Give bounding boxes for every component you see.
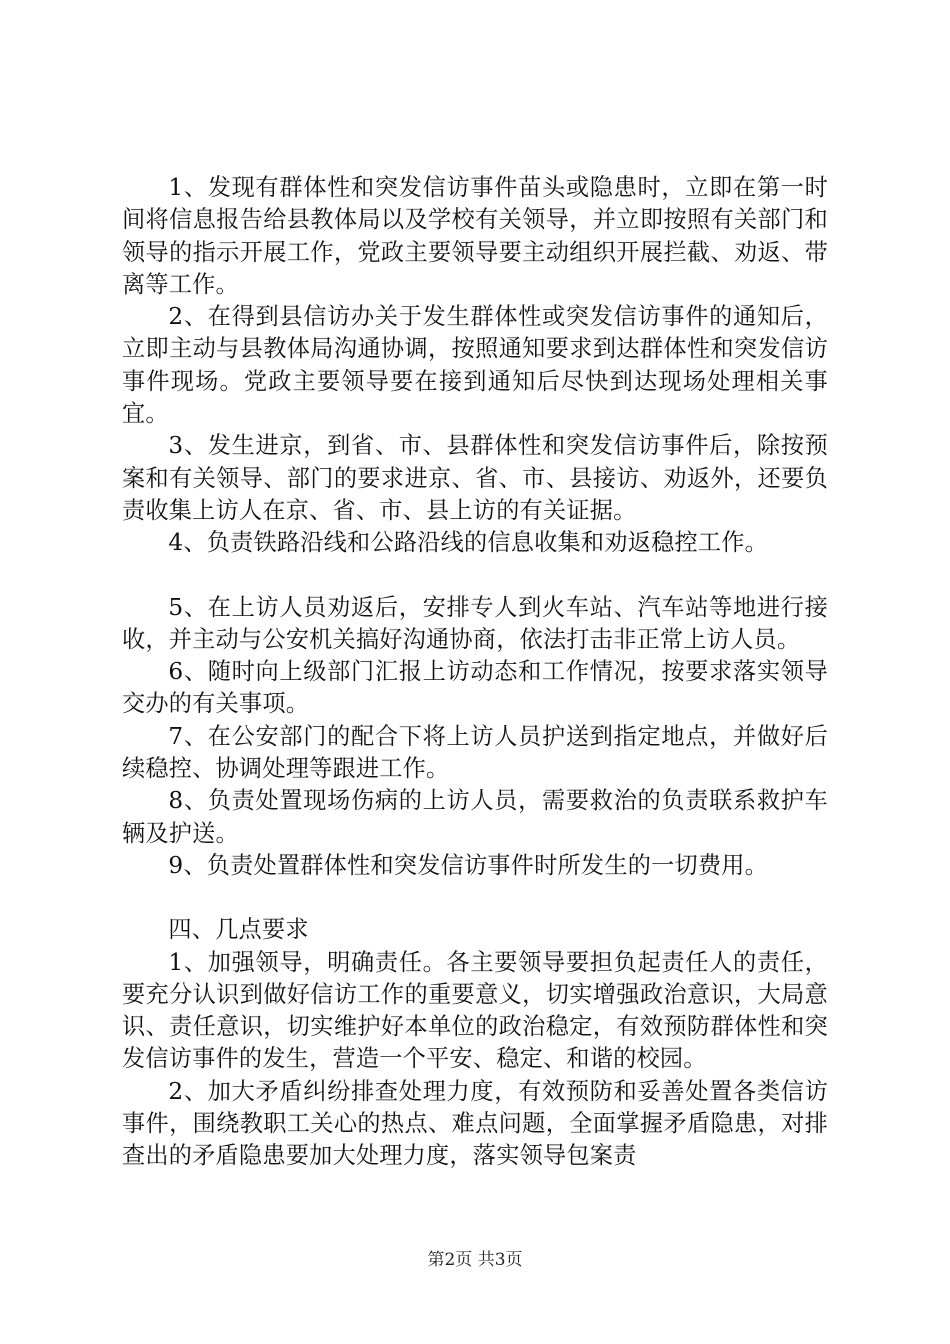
paragraph-2: 2、在得到县信访办关于发生群体性或突发信访事件的通知后，立即主动与县教体局沟通协调，按照通知要求到达群体性和突发信访事件现场。党政主要领导要在接到通知后尽快到达现场处理相关事宜。	[122, 303, 828, 428]
blank-line	[122, 882, 828, 914]
requirement-paragraph-2: 2、加大矛盾纠纷排查处理力度，有效预防和妥善处置各类信访事件，围绕教职工关心的热点、难点问题，全面掌握矛盾隐患，对排查出的矛盾隐患要加大处理力度，落实领导包案责	[122, 1077, 828, 1170]
paragraph-1: 1、发现有群体性和突发信访事件苗头或隐患时，立即在第一时间将信息报告给县教体局以及学校有关领导，并立即按照有关部门和领导的指示开展工作，党政主要领导要主动组织开展拦截、劝返、带离等工作。	[122, 174, 828, 298]
requirement-paragraph-1: 1、加强领导，明确责任。各主要领导要担负起责任人的责任，要充分认识到做好信访工作的重要意义，切实增强政治意识，大局意识、责任意识，切实维护好本单位的政治稳定，有效预防群体性和突发信访事件的发生，营造一个平安、稳定、和谐的校园。	[122, 948, 828, 1073]
paragraph-7: 7、在公安部门的配合下将上访人员护送到指定地点，并做好后续稳控、协调处理等跟进工作。	[122, 722, 828, 783]
paragraph-4: 4、负责铁路沿线和公路沿线的信息收集和劝返稳控工作。	[168, 529, 769, 557]
paragraph-6: 6、随时向上级部门汇报上访动态和工作情况，按要求落实领导交办的有关事项。	[122, 658, 828, 718]
paragraph-9: 9、负责处置群体性和突发信访事件时所发生的一切费用。	[168, 851, 769, 879]
blank-line	[122, 560, 828, 592]
page-footer: 第2页 共3页	[427, 1250, 523, 1270]
paragraph-8: 8、负责处置现场伤病的上访人员，需要救治的负责联系救护车辆及护送。	[122, 787, 828, 847]
document-body	[122, 172, 828, 1173]
paragraph-3: 3、发生进京，到省、市、县群体性和突发信访事件后，除按预案和有关领导、部门的要求进京、省、市、县接访、劝返外，还要负责收集上访人在京、省、市、县上访的有关证据。	[122, 432, 828, 524]
section-heading: 四、几点要求	[168, 916, 309, 944]
paragraph-5: 5、在上访人员劝返后，安排专人到火车站、汽车站等地进行接收，并主动与公安机关搞好沟通协商，依法打击非正常上访人员。	[122, 593, 828, 653]
